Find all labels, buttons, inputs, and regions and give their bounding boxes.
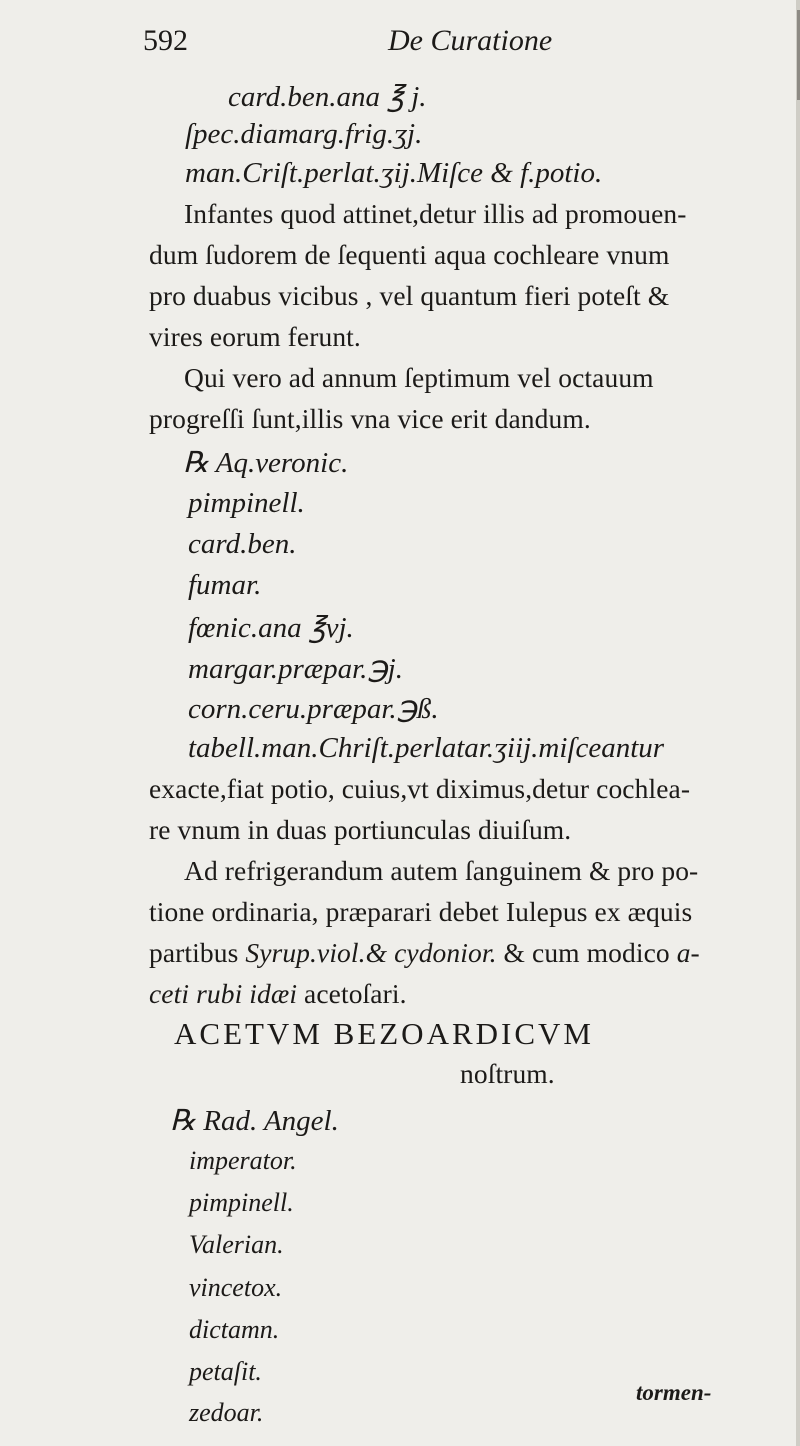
section-heading: ACETVM BEZOARDICVM	[174, 1016, 594, 1051]
recipe-line: margar.præpar.℈j.	[188, 653, 403, 685]
recipe-line: pimpinell.	[188, 487, 305, 519]
text-line: tione ordinaria, præparari debet Iulepus ex æquis	[149, 896, 693, 927]
recipe-line: corn.ceru.præpar.℈ß.	[188, 693, 439, 725]
recipe-line: card.ben.	[188, 528, 297, 560]
recipe-line: zedoar.	[189, 1398, 264, 1427]
text-line: vires eorum ferunt.	[149, 321, 361, 352]
running-title: De Curatione	[388, 24, 553, 57]
text-line: Infantes quod attinet,detur illis ad promouen-	[184, 198, 687, 229]
recipe-line: Valerian.	[189, 1230, 284, 1259]
text-line	[149, 937, 700, 969]
text-run-italic: a-	[676, 937, 700, 968]
section-subheading: noſtrum.	[460, 1058, 555, 1089]
text-line	[149, 978, 407, 1010]
recipe-line: imperator.	[189, 1146, 297, 1175]
recipe-line: tabell.man.Chriſt.perlatar.ʒiij.miſceantur	[188, 732, 665, 764]
text-line: Ad refrigerandum autem ſanguinem & pro po-	[184, 855, 699, 886]
catchword: tormen-	[636, 1380, 712, 1405]
text-line: progreſſi ſunt,illis vna vice erit dandum.	[149, 403, 591, 434]
text-run: & cum modico	[496, 937, 677, 968]
recipe-line: pimpinell.	[189, 1188, 294, 1217]
recipe-line: ℞ Aq.veronic.	[183, 447, 349, 479]
recipe-line: dictamn.	[189, 1315, 280, 1344]
text-run-italic: Syrup.viol.& cydonior.	[245, 937, 497, 968]
recipe-line: ℞ Rad. Angel.	[170, 1105, 339, 1137]
text-line: dum ſudorem de ſequenti aqua cochleare vnum	[149, 239, 670, 270]
text-run: acetoſari.	[297, 978, 407, 1009]
recipe-line: fumar.	[188, 569, 262, 601]
text-line: ſpec.diamarg.frig.ʒj.	[185, 118, 423, 150]
text-line: card.ben.ana ℥ j.	[228, 81, 427, 113]
text-line: pro duabus vicibus , vel quantum fieri poteſt &	[149, 280, 670, 311]
page-number: 592	[143, 24, 188, 57]
text-line: Qui vero ad annum ſeptimum vel octauum	[184, 362, 654, 393]
recipe-line: fœnic.ana ℥vj.	[188, 612, 354, 644]
recipe-line: vincetox.	[189, 1273, 283, 1302]
text-line: man.Criſt.perlat.ʒij.Miſce & f.potio.	[185, 157, 603, 189]
text-line: re vnum in duas portiunculas diuiſum.	[149, 814, 572, 845]
recipe-line: petaſit.	[189, 1357, 262, 1386]
text-line: exacte,fiat potio, cuius,vt diximus,detur cochlea-	[149, 773, 691, 804]
text-run-italic: ceti rubi idæi	[149, 978, 298, 1009]
text-run: partibus	[149, 937, 246, 968]
page-edge	[796, 0, 800, 1446]
